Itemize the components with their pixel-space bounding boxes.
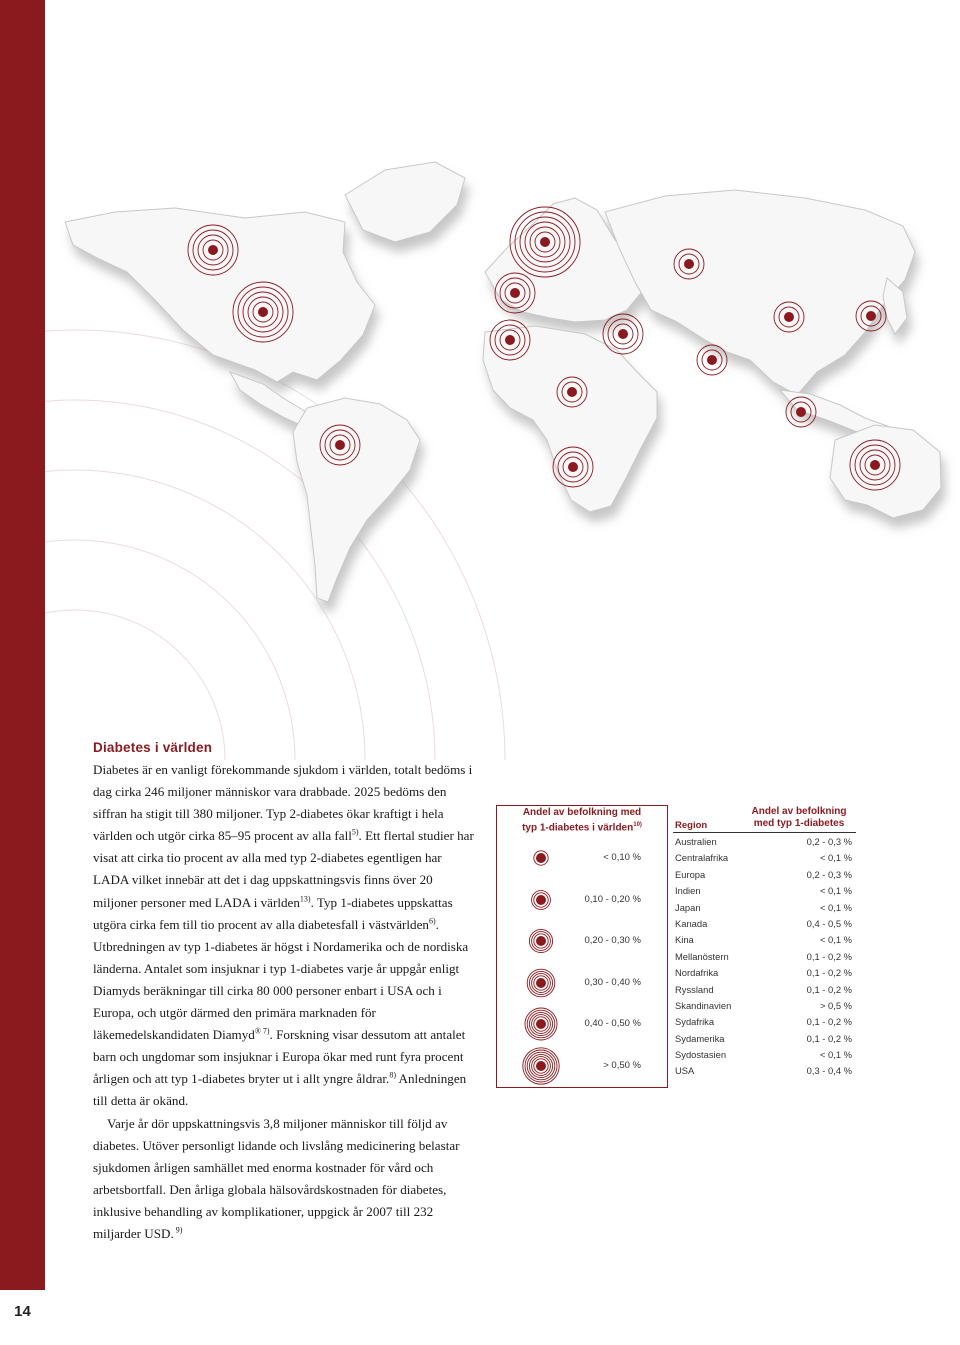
marker-dot xyxy=(258,307,268,317)
marker-dot xyxy=(536,1061,546,1071)
table-row xyxy=(673,964,856,980)
region-value: 0,2 - 0,3 % xyxy=(806,868,852,880)
legend-ring-icon xyxy=(521,963,561,1003)
table-row xyxy=(673,931,856,947)
table-row xyxy=(673,1062,856,1078)
japan-shape xyxy=(883,278,907,334)
legend-row xyxy=(497,880,667,920)
region-value: > 0,5 % xyxy=(819,999,852,1011)
page-number-box xyxy=(0,1290,45,1345)
north-america-shape xyxy=(65,208,375,382)
marker-dot xyxy=(510,288,520,298)
table-row xyxy=(673,981,856,997)
table-row xyxy=(673,882,856,898)
region-name: Japan xyxy=(675,901,701,913)
article-heading: Diabetes i världen xyxy=(93,740,213,755)
legend-row xyxy=(497,921,667,961)
region-name: Kanada xyxy=(675,917,708,929)
marker-dot xyxy=(784,312,794,322)
map-marker xyxy=(603,314,643,354)
region-name: Sydamerika xyxy=(675,1032,725,1044)
table-row xyxy=(673,1030,856,1046)
region-value: 0,1 - 0,2 % xyxy=(806,1016,852,1028)
marker-dot xyxy=(208,245,218,255)
legend-ring-icon xyxy=(521,921,561,961)
marker-dot xyxy=(536,853,546,863)
marker-dot xyxy=(536,1019,546,1029)
region-name: Sydostasien xyxy=(675,1049,727,1061)
marker-dot xyxy=(707,355,717,365)
table-row xyxy=(673,997,856,1013)
legend-ring-icon xyxy=(521,1046,561,1086)
region-value: < 0,1 % xyxy=(819,934,852,946)
world-map xyxy=(45,0,960,760)
region-value: 0,1 - 0,2 % xyxy=(806,1032,852,1044)
marker-dot xyxy=(870,460,880,470)
table-row xyxy=(673,833,856,849)
region-table xyxy=(673,805,856,1079)
continents xyxy=(65,162,941,602)
legend-row xyxy=(497,1004,667,1044)
region-value: < 0,1 % xyxy=(819,901,852,913)
legend-row xyxy=(497,838,667,878)
region-value: 0,3 - 0,4 % xyxy=(806,1065,852,1077)
region-name: Kina xyxy=(675,934,694,946)
region-name: Sydafrika xyxy=(675,1016,715,1028)
region-value: < 0,1 % xyxy=(819,1049,852,1061)
article-paragraph-2: Varje år dör uppskattningsvis 3,8 miljoner människor till följd av diabetes. Utöver personligt lidande och livslång medicinering belastar sjukdomen årligen samhället med enorma kostnader för vård och arbetsbortfall. Den årliga globala hälsovårdskostnaden för diabetes, inklusive behandling av komplikationer, uppgick år 2007 till 232 miljarder USD. $^{9)}$ xyxy=(93,1115,460,1241)
region-value: < 0,1 % xyxy=(819,885,852,897)
marker-dot xyxy=(505,335,515,345)
marker-dot xyxy=(866,311,876,321)
legend-row xyxy=(497,963,667,1003)
legend-label: 0,10 - 0,20 % xyxy=(584,893,641,905)
marker-dot xyxy=(618,329,628,339)
region-name: Indien xyxy=(675,885,701,897)
region-name: Mellanöstern xyxy=(675,950,729,962)
table-row xyxy=(673,1013,856,1029)
marker-dot xyxy=(684,259,694,269)
region-value: < 0,1 % xyxy=(819,852,852,864)
header-value: Andel av befolkning med typ 1-diabetes xyxy=(751,806,847,829)
legend-label: 0,40 - 0,50 % xyxy=(584,1018,641,1029)
legend-title: Andel av befolkning med typ 1-diabetes i världen$^{10)}$ xyxy=(522,807,642,834)
region-table-header xyxy=(673,805,856,833)
legend-label: 0,20 - 0,30 % xyxy=(584,935,641,946)
legend-label: 0,30 - 0,40 % xyxy=(584,976,641,988)
legend-label: < 0,10 % xyxy=(603,852,641,863)
region-name: Skandinavien xyxy=(675,999,732,1011)
legend-box xyxy=(496,805,668,1088)
article-paragraph-1: Diabetes är en vanligt förekommande sjukdom i världen, totalt bedöms i dag cirka 246 miljoner människor vara drabbade. 2025 bedöms den siffran ha stigit till 380 miljoner. Typ 2-diabetes ökar kraftigt i hela världen och utgör cirka 85–95 procent av alla fall$^{5)}$. Ett flertal studier har visat att cirka tio procent av alla med typ 2-diabetes egentligen har LADA vilket innebär att det i dag uppskattningsvis finns över 20 miljoner personer med LADA i världen$^{13)}$. Typ 1-diabetes uppskattas utgöra cirka fem till tio procent av alla diabetesfall i västvärlden$^{6)}$. Utbredningen av typ 1-diabetes är högst i Nordamerika och de nordiska länderna. Antalet som insjuknar i typ 1-diabetes varje år uppgår enligt Diamyds beräkningar till cirka 80 000 personer enbart i USA och i Europa, och utgör därmed den primära marknaden för läkemedelskandidaten Diamyd$^{® 7)}$. Forskning visar dessutom att antalet barn och ungdomar som insjuknar i Europa ökar med runt fyra procent årligen och att typ 1-diabetes bryter ut i allt yngre åldrar.$^{8)}$ Anledningen till detta är okänd. xyxy=(93,762,474,1109)
sidebar-band xyxy=(0,0,45,1345)
legend-ring-icon xyxy=(521,880,561,920)
header-region: Region xyxy=(675,820,708,831)
legend-row xyxy=(497,1046,667,1086)
region-value: 0,4 - 0,5 % xyxy=(806,917,852,929)
page-number: 14 xyxy=(14,1303,31,1320)
marker-dot xyxy=(536,936,546,946)
table-row xyxy=(673,948,856,964)
region-name: Australien xyxy=(675,836,717,847)
marker-dot xyxy=(536,895,546,905)
marker-dot xyxy=(568,462,578,472)
region-table-body xyxy=(673,833,856,1079)
table-row xyxy=(673,915,856,931)
table-row xyxy=(673,1046,856,1062)
table-row xyxy=(673,866,856,882)
marker-dot xyxy=(796,407,806,417)
south-america-shape xyxy=(293,398,420,602)
australia-shape xyxy=(830,425,941,518)
asia-shape xyxy=(605,190,915,395)
map-marker xyxy=(697,345,727,375)
region-value: 0,1 - 0,2 % xyxy=(806,950,852,962)
region-name: Europa xyxy=(675,868,706,880)
article xyxy=(93,740,475,1245)
region-name: Nordafrika xyxy=(675,967,719,979)
africa-shape xyxy=(483,326,657,512)
greenland-shape xyxy=(345,162,465,242)
region-value: 0,1 - 0,2 % xyxy=(806,967,852,979)
legend-ring-icon xyxy=(521,838,561,878)
region-name: Centralafrika xyxy=(675,852,729,864)
world-map-graphic xyxy=(45,0,960,760)
marker-dot xyxy=(567,387,577,397)
region-value: 0,1 - 0,2 % xyxy=(806,983,852,995)
legend-ring-icon xyxy=(521,1004,561,1044)
marker-dot xyxy=(536,978,546,988)
marker-dot xyxy=(540,237,550,247)
table-row xyxy=(673,849,856,865)
marker-dot xyxy=(335,440,345,450)
table-row xyxy=(673,899,856,915)
legend-label: > 0,50 % xyxy=(603,1059,641,1071)
region-value: 0,2 - 0,3 % xyxy=(806,836,852,847)
region-name: USA xyxy=(675,1065,695,1077)
region-name: Ryssland xyxy=(675,983,714,995)
